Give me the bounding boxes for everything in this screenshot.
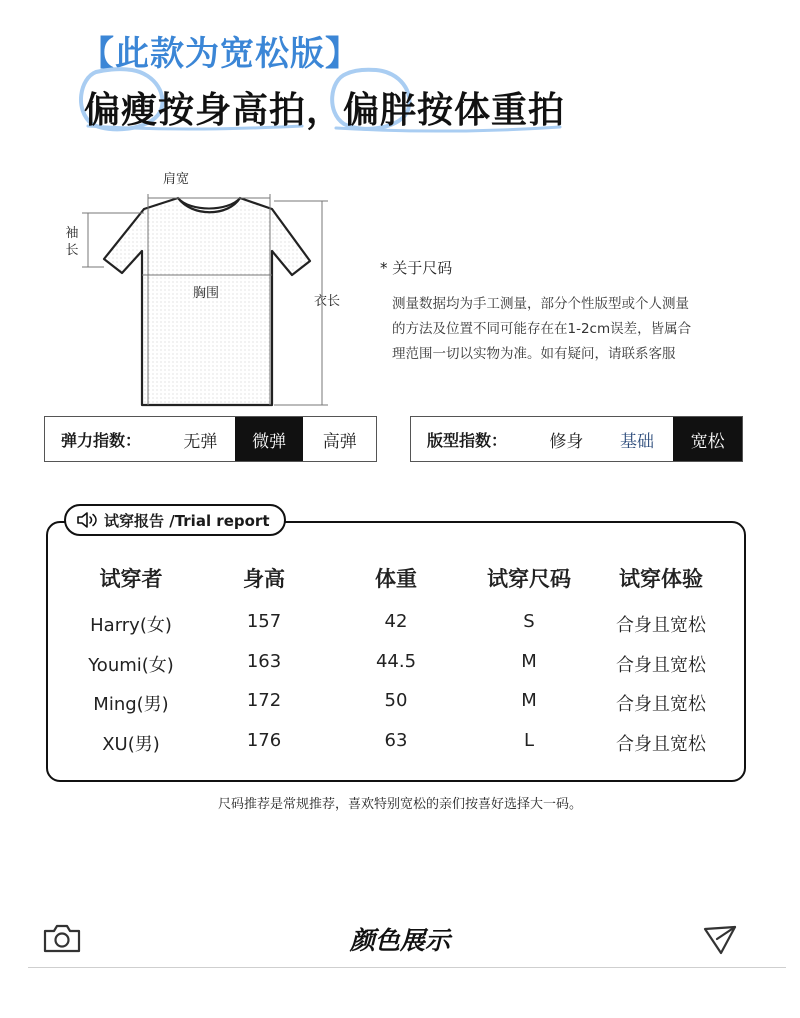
shoulder-label: 肩宽	[163, 172, 190, 187]
cell-height: 157	[246, 611, 282, 632]
header-tester: 试穿者	[99, 567, 163, 591]
cell-weight: 42	[384, 611, 408, 632]
cell-tester: Youmi(女)	[88, 655, 174, 676]
fit-option-basic: 基础	[620, 431, 654, 452]
header-size: 试穿尺码	[487, 567, 571, 591]
size-note-title: * 关于尺码	[380, 259, 453, 277]
cell-tester: Harry(女)	[90, 615, 172, 636]
length-label: 衣长	[314, 294, 341, 309]
header-experience: 试穿体验	[619, 567, 703, 591]
color-display-title: 颜色展示	[349, 926, 450, 955]
cell-tester: XU(男)	[102, 734, 160, 755]
elastic-option-none: 无弹	[183, 431, 218, 452]
cell-size: L	[523, 730, 535, 751]
size-note-line: 测量数据均为手工测量，部分个性版型或个人测量	[392, 296, 689, 312]
size-footnote: 尺码推荐是常规推荐，喜欢特别宽松的亲们按喜好选择大一码。	[217, 797, 582, 812]
speaker-icon	[76, 512, 98, 528]
chest-label: 胸围	[193, 286, 220, 301]
fit-index-title: 版型指数：	[427, 430, 508, 450]
fit-option-loose: 宽松	[673, 417, 742, 461]
cell-size: M	[521, 690, 537, 711]
tshirt-outline	[104, 198, 310, 405]
cell-experience: 合身且宽松	[616, 655, 706, 676]
header-weight: 体重	[375, 567, 417, 591]
cell-size: S	[523, 611, 535, 632]
cell-experience: 合身且宽松	[616, 734, 706, 755]
size-note-line: 理范围一切以实物为准。如有疑问，请联系客服	[392, 346, 676, 362]
fit-tag: 【此款为宽松版】	[80, 34, 360, 74]
size-note-line: 的方法及位置不同可能存在在1-2cm误差，皆属合	[392, 321, 692, 337]
sleeve-label: 袖 长	[65, 226, 79, 258]
fit-option-slim: 修身	[549, 431, 584, 452]
cell-experience: 合身且宽松	[616, 694, 706, 715]
cell-experience: 合身且宽松	[616, 615, 706, 636]
cell-weight: 50	[384, 690, 408, 711]
fit-index	[410, 416, 743, 462]
header-height: 身高	[243, 567, 285, 591]
elastic-option-high: 高弹	[322, 431, 357, 452]
headline: 偏瘦按身高拍，偏胖按体重拍	[84, 90, 566, 131]
elastic-index-title: 弹力指数：	[61, 430, 142, 450]
cell-height: 163	[246, 651, 282, 672]
cell-weight: 44.5	[375, 651, 417, 672]
cell-size: M	[521, 651, 537, 672]
divider	[28, 967, 786, 968]
send-icon[interactable]	[702, 924, 738, 956]
cell-weight: 63	[384, 730, 408, 751]
cell-tester: Ming(男)	[93, 694, 169, 715]
cell-height: 172	[246, 690, 282, 711]
cell-height: 176	[246, 730, 282, 751]
trial-report-tab	[64, 504, 286, 536]
elastic-index	[44, 416, 377, 462]
elastic-option-slight: 微弹	[235, 417, 304, 461]
trial-report-title: 试穿报告 /Trial report	[104, 511, 270, 530]
